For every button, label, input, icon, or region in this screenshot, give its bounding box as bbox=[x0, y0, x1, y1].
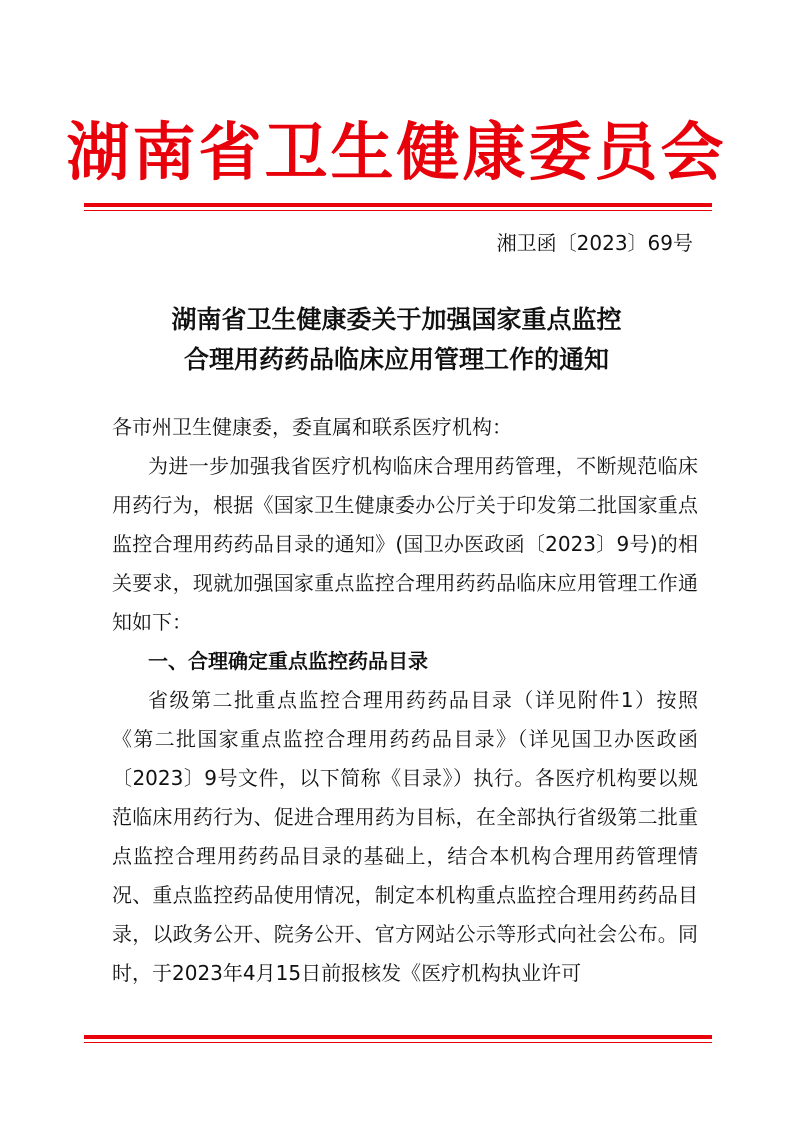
rule-thin-line bbox=[84, 210, 712, 211]
salutation: 各市州卫生健康委，委直属和联系医疗机构： bbox=[112, 415, 512, 439]
document-body bbox=[112, 408, 698, 993]
rule-thin-line bbox=[84, 1042, 712, 1043]
letterhead-red-rule bbox=[84, 203, 712, 211]
section-heading-1: 一、合理确定重点监控药品目录 bbox=[148, 649, 428, 673]
footer-red-rule bbox=[84, 1035, 712, 1043]
paragraph-intro: 为进一步加强我省医疗机构临床合理用药管理，不断规范临床用药行为，根据《国家卫生健康委办公厅关于印发第二批国家重点监控合理用药药品目录的通知》(国卫办医政函〔2023〕9号)的相关要求，现就加强国家重点监控合理用药药品临床应用管理工作通知如下： bbox=[112, 454, 698, 634]
document-title bbox=[0, 300, 793, 380]
letterhead-org-name: 湖南省卫生健康委员会 bbox=[66, 115, 727, 189]
document-number: 湘卫函〔2023〕69号 bbox=[496, 231, 693, 255]
title-line-2: 合理用药药品临床应用管理工作的通知 bbox=[183, 345, 609, 374]
title-line-1: 湖南省卫生健康委关于加强国家重点监控 bbox=[171, 305, 622, 334]
paragraph-section-1: 省级第二批重点监控合理用药药品目录（详见附件1）按照《第二批国家重点监控合理用药药品目录》（详见国卫办医政函〔2023〕9号文件，以下简称《目录》）执行。各医疗机构要以规范临床用药行为、促进合理用药为目标，在全部执行省级第二批重点监控合理用药药品目录的基础上，结合本机构合理用药管理情况、重点监控药品使用情况，制定本机构重点监控合理用药药品目录，以政务公开、院务公开、官方网站公示等形式向社会公布。同时，于2023年4月15日前报核发《医疗机构执业许可 bbox=[112, 688, 698, 985]
